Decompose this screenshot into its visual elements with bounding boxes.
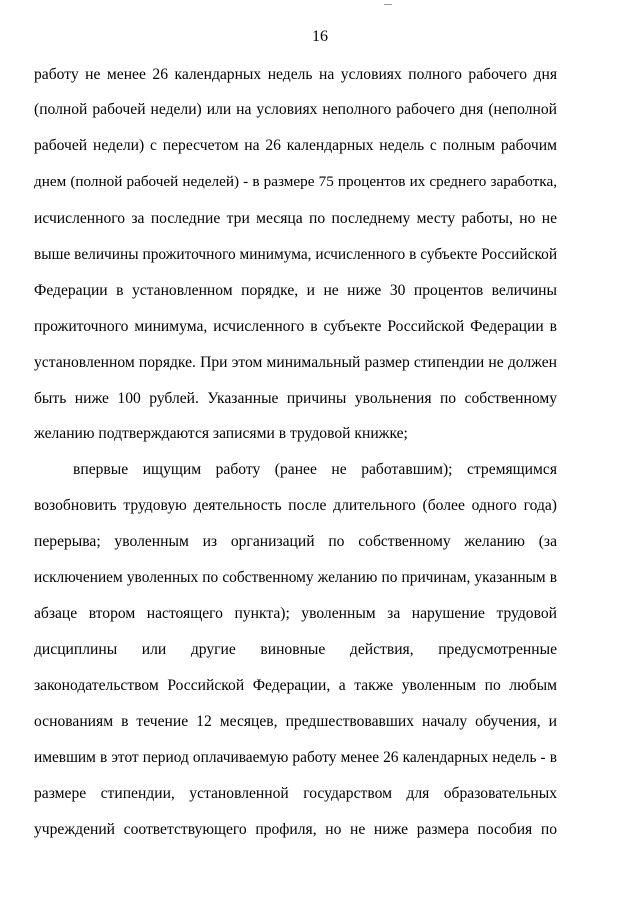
text-line: основаниям в течение 12 месяцев, предшествовавших началу обучения, и <box>34 713 557 730</box>
text-line: Федерации в установленном порядке, и не ниже 30 процентов величины <box>34 282 557 299</box>
text-line: учреждений соответствующего профиля, но не ниже размера пособия по <box>34 821 557 838</box>
text-line: дисциплины или другие виновные действия, предусмотренные <box>34 641 557 658</box>
text-line: абзаце втором настоящего пункта); уволенным за нарушение трудовой <box>34 605 557 622</box>
text-line: впервые ищущим работу (ранее не работавшим); стремящимся <box>73 461 557 478</box>
text-line: размере стипендии, установленной государством для образовательных <box>34 785 557 802</box>
text-line: днем (полной рабочей неделей) - в размере 75 процентов их среднего заработка, <box>34 173 557 190</box>
text-line: исключением уволенных по собственному желанию по причинам, указанным в <box>34 569 557 586</box>
text-line: желанию подтверждаются записями в трудовой книжке; <box>34 425 408 442</box>
text-line: законодательством Российской Федерации, а также уволенным по любым <box>34 677 557 694</box>
text-line: выше величины прожиточного минимума, исчисленного в субъекте Российской <box>34 246 557 263</box>
text-line: исчисленного за последние три месяца по последнему месту работы, но не <box>34 210 557 227</box>
text-line: рабочей недели) с пересчетом на 26 календарных недель с полным рабочим <box>34 137 557 154</box>
text-line: (полной рабочей недели) или на условиях неполного рабочего дня (неполной <box>34 101 557 118</box>
text-line: быть ниже 100 рублей. Указанные причины увольнения по собственному <box>34 390 557 407</box>
text-line: работу не менее 26 календарных недель на условиях полного рабочего дня <box>34 66 557 83</box>
page-number: 16 <box>312 28 328 45</box>
text-line: прожиточного минимума, исчисленного в субъекте Российской Федерации в <box>34 318 557 335</box>
text-line: перерыва; уволенным из организаций по собственному желанию (за <box>34 533 557 550</box>
text-line: имевшим в этот период оплачиваемую работу менее 26 календарных недель - в <box>34 749 557 766</box>
top-edge-mark <box>384 4 392 5</box>
text-line: установленном порядке. При этом минимальный размер стипендии не должен <box>34 354 557 371</box>
text-line: возобновить трудовую деятельность после длительного (более одного года) <box>34 497 557 514</box>
